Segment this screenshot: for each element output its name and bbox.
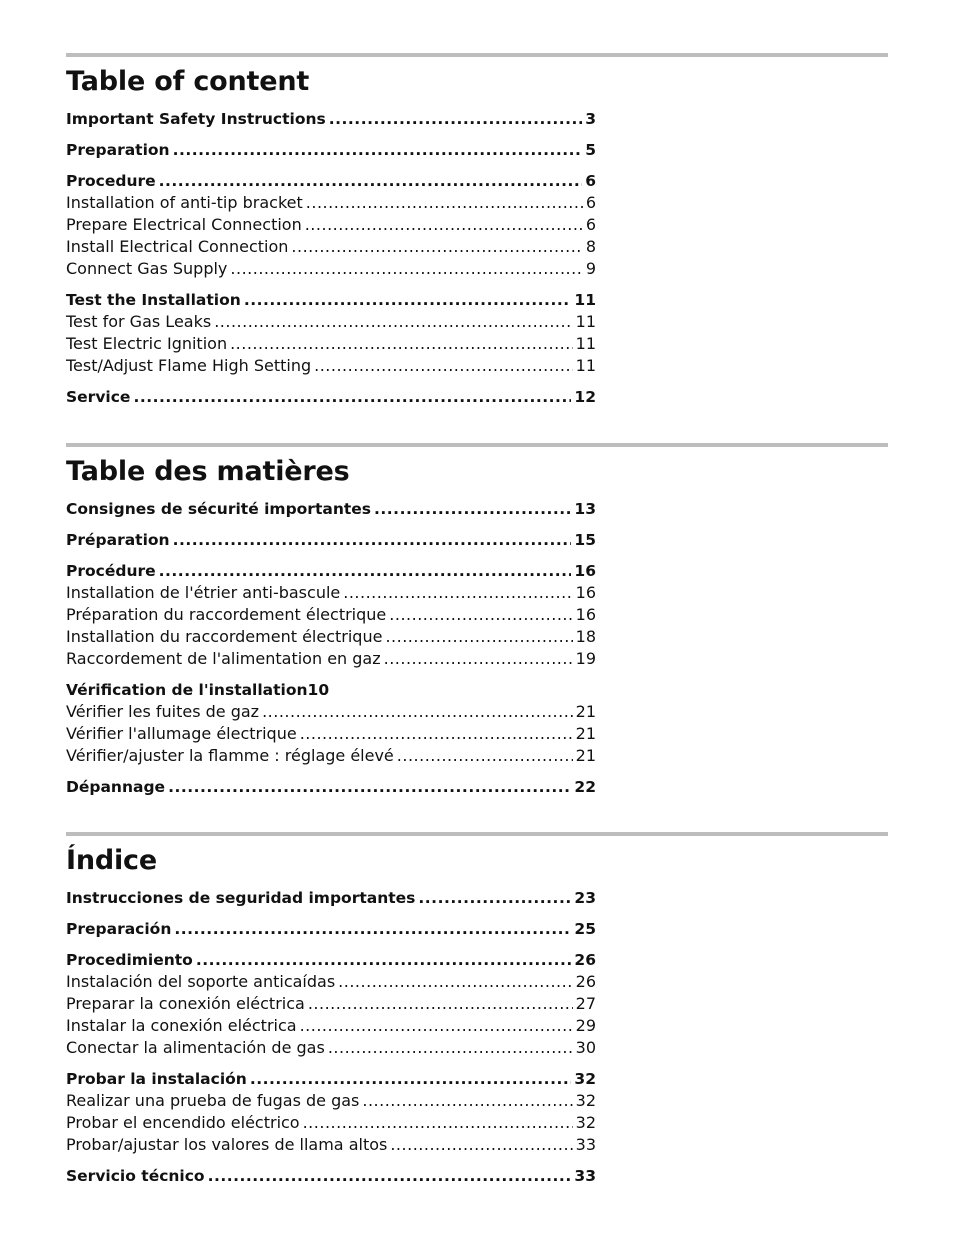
toc-entry[interactable] bbox=[66, 745, 596, 767]
entry-page-number: 6 bbox=[585, 215, 596, 234]
entry-page-number: 13 bbox=[574, 500, 596, 518]
section-divider bbox=[66, 53, 888, 57]
entry-page-number: 5 bbox=[585, 141, 596, 159]
toc-entry[interactable] bbox=[66, 604, 596, 626]
entry-label: Vérification de l'installation10 bbox=[66, 681, 330, 699]
entry-label: Instalar la conexión eléctrica bbox=[66, 1016, 297, 1035]
dot-leader bbox=[308, 993, 573, 1015]
entry-page-number: 26 bbox=[574, 951, 596, 969]
toc-heading-entry[interactable] bbox=[66, 289, 596, 311]
toc-group bbox=[66, 498, 596, 520]
entry-label: Instalación del soporte anticaídas bbox=[66, 972, 336, 991]
dot-leader bbox=[338, 971, 572, 993]
toc-list bbox=[66, 498, 596, 798]
entry-label: Test for Gas Leaks bbox=[66, 312, 212, 331]
toc-entry[interactable] bbox=[66, 258, 596, 280]
entry-label: Preparation bbox=[66, 141, 170, 159]
entry-label: Procedimiento bbox=[66, 951, 193, 969]
entry-page-number: 23 bbox=[574, 889, 596, 907]
toc-group bbox=[66, 529, 596, 551]
entry-page-number: 32 bbox=[575, 1091, 596, 1110]
entry-page-number: 11 bbox=[575, 312, 596, 331]
entry-page-number: 32 bbox=[575, 1113, 596, 1132]
dot-leader bbox=[173, 529, 572, 551]
toc-heading-entry[interactable] bbox=[66, 108, 596, 130]
toc-group bbox=[66, 139, 596, 161]
entry-page-number: 27 bbox=[575, 994, 596, 1013]
entry-label: Vérifier l'allumage électrique bbox=[66, 724, 297, 743]
toc-entry[interactable] bbox=[66, 626, 596, 648]
dot-leader bbox=[133, 386, 571, 408]
entry-page-number: 32 bbox=[574, 1070, 596, 1088]
entry-page-number: 30 bbox=[575, 1038, 596, 1057]
entry-label: Dépannage bbox=[66, 778, 166, 796]
dot-leader bbox=[305, 214, 583, 236]
dot-leader bbox=[389, 604, 572, 626]
dot-leader bbox=[329, 108, 582, 130]
entry-page-number: 33 bbox=[574, 1167, 596, 1185]
toc-heading-entry[interactable] bbox=[66, 170, 596, 192]
entry-page-number: 3 bbox=[585, 110, 596, 128]
toc-list bbox=[66, 887, 596, 1187]
toc-group bbox=[66, 1165, 596, 1187]
toc-heading-entry[interactable] bbox=[66, 1165, 596, 1187]
dot-leader bbox=[390, 1134, 572, 1156]
entry-label: Vérifier/ajuster la flamme : réglage élevé bbox=[66, 746, 394, 765]
dot-leader bbox=[384, 648, 573, 670]
dot-leader bbox=[262, 701, 573, 723]
entry-label: Procédure bbox=[66, 562, 156, 580]
entry-label: Installation du raccordement électrique bbox=[66, 627, 383, 646]
entry-label: Connect Gas Supply bbox=[66, 259, 228, 278]
entry-page-number: 16 bbox=[574, 562, 596, 580]
toc-heading-entry[interactable] bbox=[66, 560, 596, 582]
toc-entry[interactable] bbox=[66, 214, 596, 236]
dot-leader bbox=[300, 723, 573, 745]
entry-label: Procedure bbox=[66, 172, 156, 190]
entry-page-number: 11 bbox=[575, 334, 596, 353]
toc-entry[interactable] bbox=[66, 723, 596, 745]
entry-label: Préparation bbox=[66, 531, 170, 549]
dot-leader bbox=[250, 1068, 572, 1090]
dot-leader bbox=[159, 170, 583, 192]
entry-label: Service bbox=[66, 388, 131, 406]
dot-leader bbox=[173, 139, 583, 161]
entry-page-number: 12 bbox=[574, 388, 596, 406]
dot-leader bbox=[328, 1037, 573, 1059]
dot-leader bbox=[244, 289, 572, 311]
entry-label: Preparar la conexión eléctrica bbox=[66, 994, 305, 1013]
entry-label: Probar la instalación bbox=[66, 1070, 247, 1088]
entry-label: Vérifier les fuites de gaz bbox=[66, 702, 260, 721]
toc-entry[interactable] bbox=[66, 1134, 596, 1156]
toc-heading-entry[interactable] bbox=[66, 139, 596, 161]
toc-group bbox=[66, 560, 596, 670]
entry-label: Probar/ajustar los valores de llama altos bbox=[66, 1135, 388, 1154]
toc-heading-entry[interactable] bbox=[66, 529, 596, 551]
toc-heading-entry[interactable] bbox=[66, 918, 596, 940]
toc-group bbox=[66, 679, 596, 767]
entry-page-number: 6 bbox=[585, 172, 596, 190]
dot-leader bbox=[174, 918, 571, 940]
toc-entry[interactable] bbox=[66, 192, 596, 214]
entry-label: Realizar una prueba de fugas de gas bbox=[66, 1091, 360, 1110]
toc-group bbox=[66, 887, 596, 909]
entry-label: Installation de l'étrier anti-bascule bbox=[66, 583, 341, 602]
dot-leader bbox=[168, 776, 571, 798]
toc-entry[interactable] bbox=[66, 333, 596, 355]
toc-section bbox=[66, 832, 888, 1196]
section-divider bbox=[66, 832, 888, 836]
entry-label: Install Electrical Connection bbox=[66, 237, 289, 256]
entry-page-number: 29 bbox=[575, 1016, 596, 1035]
toc-entry[interactable] bbox=[66, 1090, 596, 1112]
entry-label: Servicio técnico bbox=[66, 1167, 205, 1185]
dot-leader bbox=[230, 333, 573, 355]
toc-heading-entry[interactable] bbox=[66, 776, 596, 798]
entry-label: Important Safety Instructions bbox=[66, 110, 326, 128]
entry-page-number: 9 bbox=[585, 259, 596, 278]
dot-leader bbox=[303, 1112, 573, 1134]
entry-page-number: 26 bbox=[575, 972, 596, 991]
entry-page-number: 6 bbox=[585, 193, 596, 212]
toc-entry[interactable] bbox=[66, 648, 596, 670]
section-title: Table des matières bbox=[66, 456, 350, 487]
toc-group bbox=[66, 1068, 596, 1156]
dot-leader bbox=[230, 258, 582, 280]
entry-page-number: 19 bbox=[575, 649, 596, 668]
section-title: Table of content bbox=[66, 66, 310, 97]
toc-group bbox=[66, 776, 596, 798]
entry-page-number: 15 bbox=[574, 531, 596, 549]
entry-label: Conectar la alimentación de gas bbox=[66, 1038, 325, 1057]
entry-page-number: 11 bbox=[574, 291, 596, 309]
dot-leader bbox=[362, 1090, 572, 1112]
dot-leader bbox=[300, 1015, 573, 1037]
toc-entry[interactable] bbox=[66, 1037, 596, 1059]
entry-label: Instrucciones de seguridad importantes bbox=[66, 889, 416, 907]
entry-page-number: 22 bbox=[574, 778, 596, 796]
entry-page-number: 21 bbox=[575, 702, 596, 721]
toc-heading-entry[interactable] bbox=[66, 949, 596, 971]
entry-page-number: 18 bbox=[575, 627, 596, 646]
toc-heading-entry[interactable] bbox=[66, 498, 596, 520]
toc-section bbox=[66, 53, 888, 417]
entry-page-number: 33 bbox=[575, 1135, 596, 1154]
entry-label: Consignes de sécurité importantes bbox=[66, 500, 372, 518]
toc-entry[interactable] bbox=[66, 701, 596, 723]
entry-page-number: 16 bbox=[575, 583, 596, 602]
toc-entry[interactable] bbox=[66, 582, 596, 604]
dot-leader bbox=[418, 887, 571, 909]
entry-page-number: 25 bbox=[574, 920, 596, 938]
entry-label: Preparación bbox=[66, 920, 172, 938]
section-title: Índice bbox=[66, 845, 157, 876]
entry-label: Test the Installation bbox=[66, 291, 241, 309]
toc-group bbox=[66, 289, 596, 377]
entry-page-number: 16 bbox=[575, 605, 596, 624]
dot-leader bbox=[214, 311, 572, 333]
toc-entry[interactable] bbox=[66, 236, 596, 258]
toc-group bbox=[66, 108, 596, 130]
entry-label: Préparation du raccordement électrique bbox=[66, 605, 387, 624]
entry-label: Test Electric Ignition bbox=[66, 334, 228, 353]
dot-leader bbox=[314, 355, 573, 377]
toc-entry[interactable] bbox=[66, 311, 596, 333]
toc-entry[interactable] bbox=[66, 355, 596, 377]
toc-heading-entry[interactable] bbox=[66, 887, 596, 909]
dot-leader bbox=[196, 949, 572, 971]
toc-group bbox=[66, 170, 596, 280]
dot-leader bbox=[306, 192, 583, 214]
dot-leader bbox=[397, 745, 573, 767]
toc-entry[interactable] bbox=[66, 1112, 596, 1134]
entry-page-number: 11 bbox=[575, 356, 596, 375]
section-divider bbox=[66, 443, 888, 447]
entry-label: Probar el encendido eléctrico bbox=[66, 1113, 300, 1132]
toc-heading-entry[interactable] bbox=[66, 679, 596, 701]
dot-leader bbox=[291, 236, 582, 258]
entry-label: Prepare Electrical Connection bbox=[66, 215, 302, 234]
dot-leader bbox=[385, 626, 572, 648]
toc-entry[interactable] bbox=[66, 1015, 596, 1037]
toc-entry[interactable] bbox=[66, 993, 596, 1015]
entry-label: Raccordement de l'alimentation en gaz bbox=[66, 649, 381, 668]
toc-group bbox=[66, 918, 596, 940]
toc-section bbox=[66, 443, 888, 807]
entry-label: Installation of anti-tip bracket bbox=[66, 193, 303, 212]
toc-group bbox=[66, 386, 596, 408]
toc-group bbox=[66, 949, 596, 1059]
entry-page-number: 8 bbox=[585, 237, 596, 256]
dot-leader bbox=[159, 560, 572, 582]
toc-heading-entry[interactable] bbox=[66, 1068, 596, 1090]
dot-leader bbox=[343, 582, 572, 604]
dot-leader bbox=[374, 498, 571, 520]
entry-label: Test/Adjust Flame High Setting bbox=[66, 356, 312, 375]
entry-page-number: 21 bbox=[575, 724, 596, 743]
toc-entry[interactable] bbox=[66, 971, 596, 993]
entry-page-number: 21 bbox=[575, 746, 596, 765]
toc-heading-entry[interactable] bbox=[66, 386, 596, 408]
dot-leader bbox=[208, 1165, 572, 1187]
toc-list bbox=[66, 108, 596, 408]
